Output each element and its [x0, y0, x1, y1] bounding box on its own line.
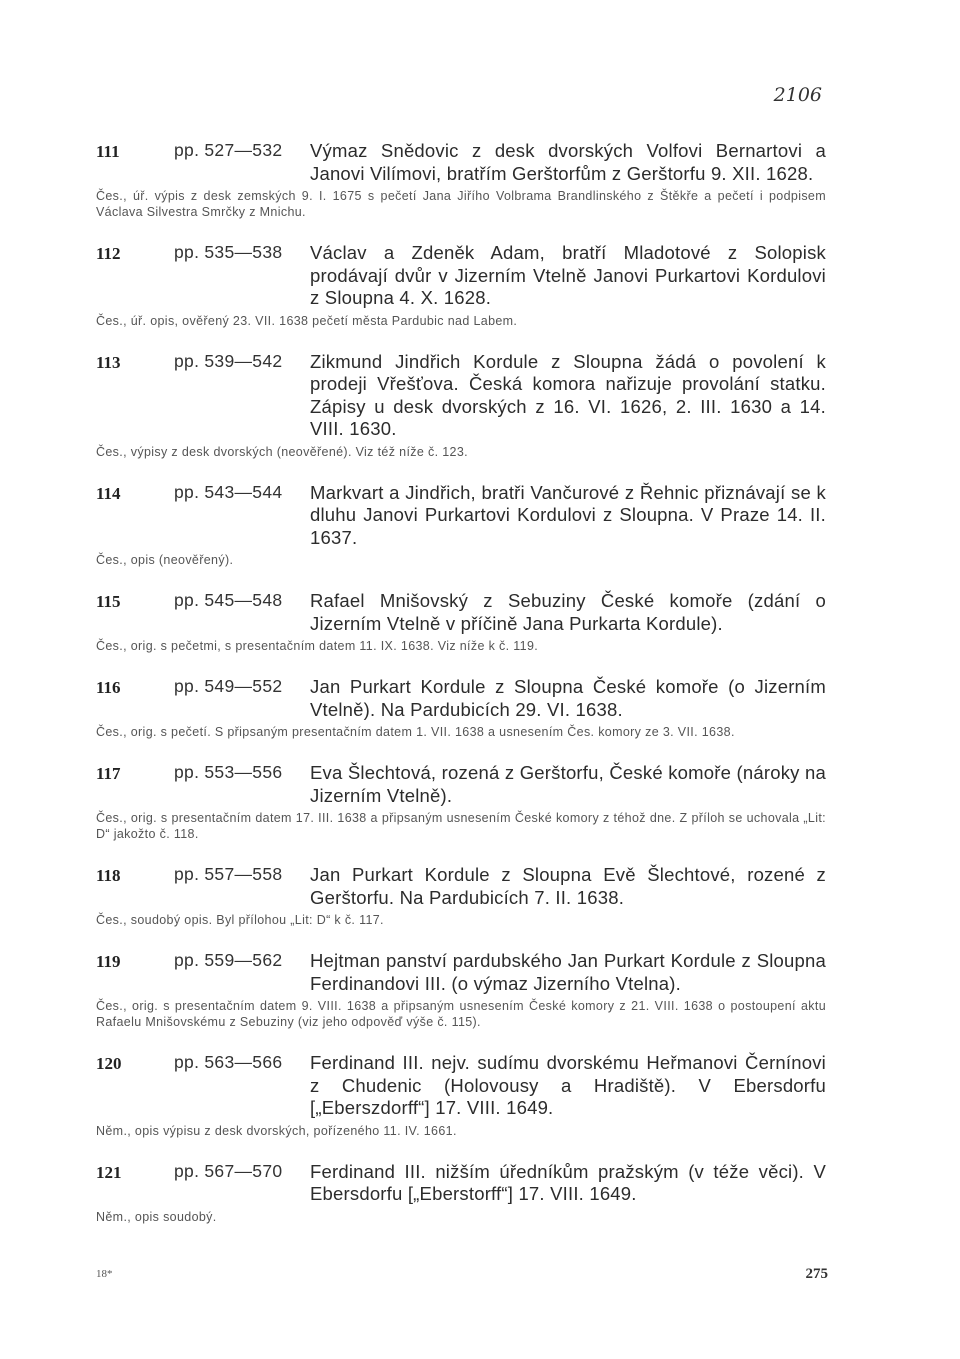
entry-note: Čes., úř. výpis z desk zemských 9. I. 1675 s pečetí Jana Jiřího Volbrama Brandlinského z Štěkře a pečetí i podpisem Václava Silvestra Smrčky z Mnichu.: [96, 189, 826, 219]
entry-number: 111: [96, 142, 120, 161]
entry-115: [96, 590, 826, 654]
signature-mark: 18*: [96, 1268, 113, 1280]
entry-111: [96, 140, 826, 220]
entry-113: [96, 351, 826, 460]
entry-number: 114: [96, 483, 121, 503]
entry-pages: pp. 527—532: [174, 140, 283, 160]
entry-number: 119: [96, 952, 121, 971]
entry-title: Václav a Zdeněk Adam, bratří Mladotové z Solopisk prodávají dvůr v Jizerním Vtelně Janovi Purkartovi Kordulovi z Sloupna 4. X. 1628.: [310, 242, 826, 308]
entry-119: [96, 950, 826, 1030]
entry-note: Čes., soudobý opis. Byl přílohou „Lit: D“ k č. 117.: [96, 913, 384, 927]
entry-title: Jan Purkart Kordule z Sloupna Evě Šlechtové, rozené z Gerštorfu. Na Pardubicích 7. II. 1638.: [310, 864, 826, 908]
entry-note: Čes., úř. opis, ověřený 23. VII. 1638 pečetí města Pardubic nad Labem.: [96, 313, 518, 328]
entry-pages: pp. 545—548: [174, 590, 283, 610]
page-reference: 2106: [773, 84, 822, 106]
entry-pages: pp. 557—558: [174, 864, 283, 884]
entry-117: [96, 762, 826, 842]
entry-title: Jan Purkart Kordule z Sloupna České komoře (o Jizerním Vtelně). Na Pardubicích 29. VI. 1638.: [310, 676, 826, 720]
entry-number: 112: [96, 244, 121, 263]
entry-pages: pp. 563—566: [174, 1052, 283, 1072]
entry-note: Čes., opis (neověřený).: [96, 553, 234, 567]
entry-pages: pp. 535—538: [174, 242, 283, 262]
entry-pages: pp. 539—542: [174, 350, 283, 371]
entry-number: 115: [96, 592, 121, 611]
entry-121: [96, 1161, 826, 1225]
entry-note: Čes., orig. s pečetí. S připsaným presentačním datem 1. VII. 1638 a usnesením Čes. komory ze 3. VII. 1638.: [96, 725, 735, 739]
entry-number: 121: [96, 1162, 122, 1182]
entry-note: Čes., orig. s presentačním datem 9. VIII. 1638 a připsaným usnesením České komory z 21. VIII. 1638 o postoupení aktu Rafaelu Mnišovskému z Sebuziny (viz jeho odpověď výše č. 115).: [96, 999, 826, 1029]
entry-title: Ferdinand III. nejv. sudímu dvorskému Heřmanovi Černínovi z Chudenic (Holovousy a Hradiště). V Ebersdorfu [„Eberszdorff“] 17. VIII. 1649.: [310, 1052, 826, 1118]
entry-number: 118: [96, 866, 121, 885]
entry-list: [96, 140, 826, 1247]
entry-number: 117: [96, 764, 121, 783]
entry-pages: pp. 567—570: [174, 1160, 283, 1181]
entry-120: [96, 1052, 826, 1139]
entry-pages: pp. 549—552: [174, 676, 283, 696]
entry-title: Markvart a Jindřich, bratři Vančurové z Řehnic přiznávají se k dluhu Janovi Purkartovi Kordulovi z Sloupna. V Praze 14. II. 1637.: [310, 481, 826, 548]
entry-number: 113: [96, 352, 121, 372]
entry-title: Zikmund Jindřich Kordule z Sloupna žádá o povolení k prodeji Vřešťova. Česká komora nařizuje provolání statku. Zápisy u desk dvorských z 16. VI. 1626, 2. III. 1630 a 14. VIII. 1630.: [310, 350, 826, 439]
entry-title: Výmaz Snědovic z desk dvorských Volfovi Bernartovi a Janovi Vilímovi, bratřím Gerštorfům z Gerštorfu 9. XII. 1628.: [310, 140, 826, 184]
entry-114: [96, 482, 826, 569]
entry-pages: pp. 559—562: [174, 950, 283, 970]
entry-number: 116: [96, 678, 121, 697]
entry-note: Čes., výpisy z desk dvorských (neověřené). Viz též níže č. 123.: [96, 444, 468, 459]
entry-note: Čes., orig. s presentačním datem 17. III. 1638 a připsaným usnesením České komory z téhož dne. Z příloh se uchovala „Lit: D“ jakožto č. 118.: [96, 811, 826, 841]
entry-pages: pp. 543—544: [174, 481, 283, 502]
entry-number: 120: [96, 1054, 122, 1073]
entry-note: Čes., orig. s pečetmi, s presentačním datem 11. IX. 1638. Viz níže k č. 119.: [96, 639, 539, 653]
entry-title: Rafael Mnišovský z Sebuziny České komoře (zdání o Jizerním Vtelně v příčině Jana Purkarta Kordule).: [310, 590, 826, 634]
entry-118: [96, 864, 826, 928]
entry-title: Hejtman panství pardubského Jan Purkart Kordule z Sloupna Ferdinandovi III. (o výmaz Jizerního Vtelna).: [310, 950, 826, 994]
entry-note: Něm., opis výpisu z desk dvorských, pořízeného 11. IV. 1661.: [96, 1123, 457, 1138]
entry-title: Ferdinand III. nižším úředníkům pražským (v téže věci). V Ebersdorfu [„Eberstorff“] 17. VIII. 1649.: [310, 1160, 826, 1204]
entry-title: Eva Šlechtová, rozená z Gerštorfu, České komoře (nároky na Jizerním Vtelně).: [310, 762, 826, 806]
page-number: 275: [805, 1266, 828, 1282]
entry-note: Něm., opis soudobý.: [96, 1209, 217, 1224]
entry-112: [96, 242, 826, 329]
entry-pages: pp. 553—556: [174, 762, 283, 782]
entry-116: [96, 676, 826, 740]
